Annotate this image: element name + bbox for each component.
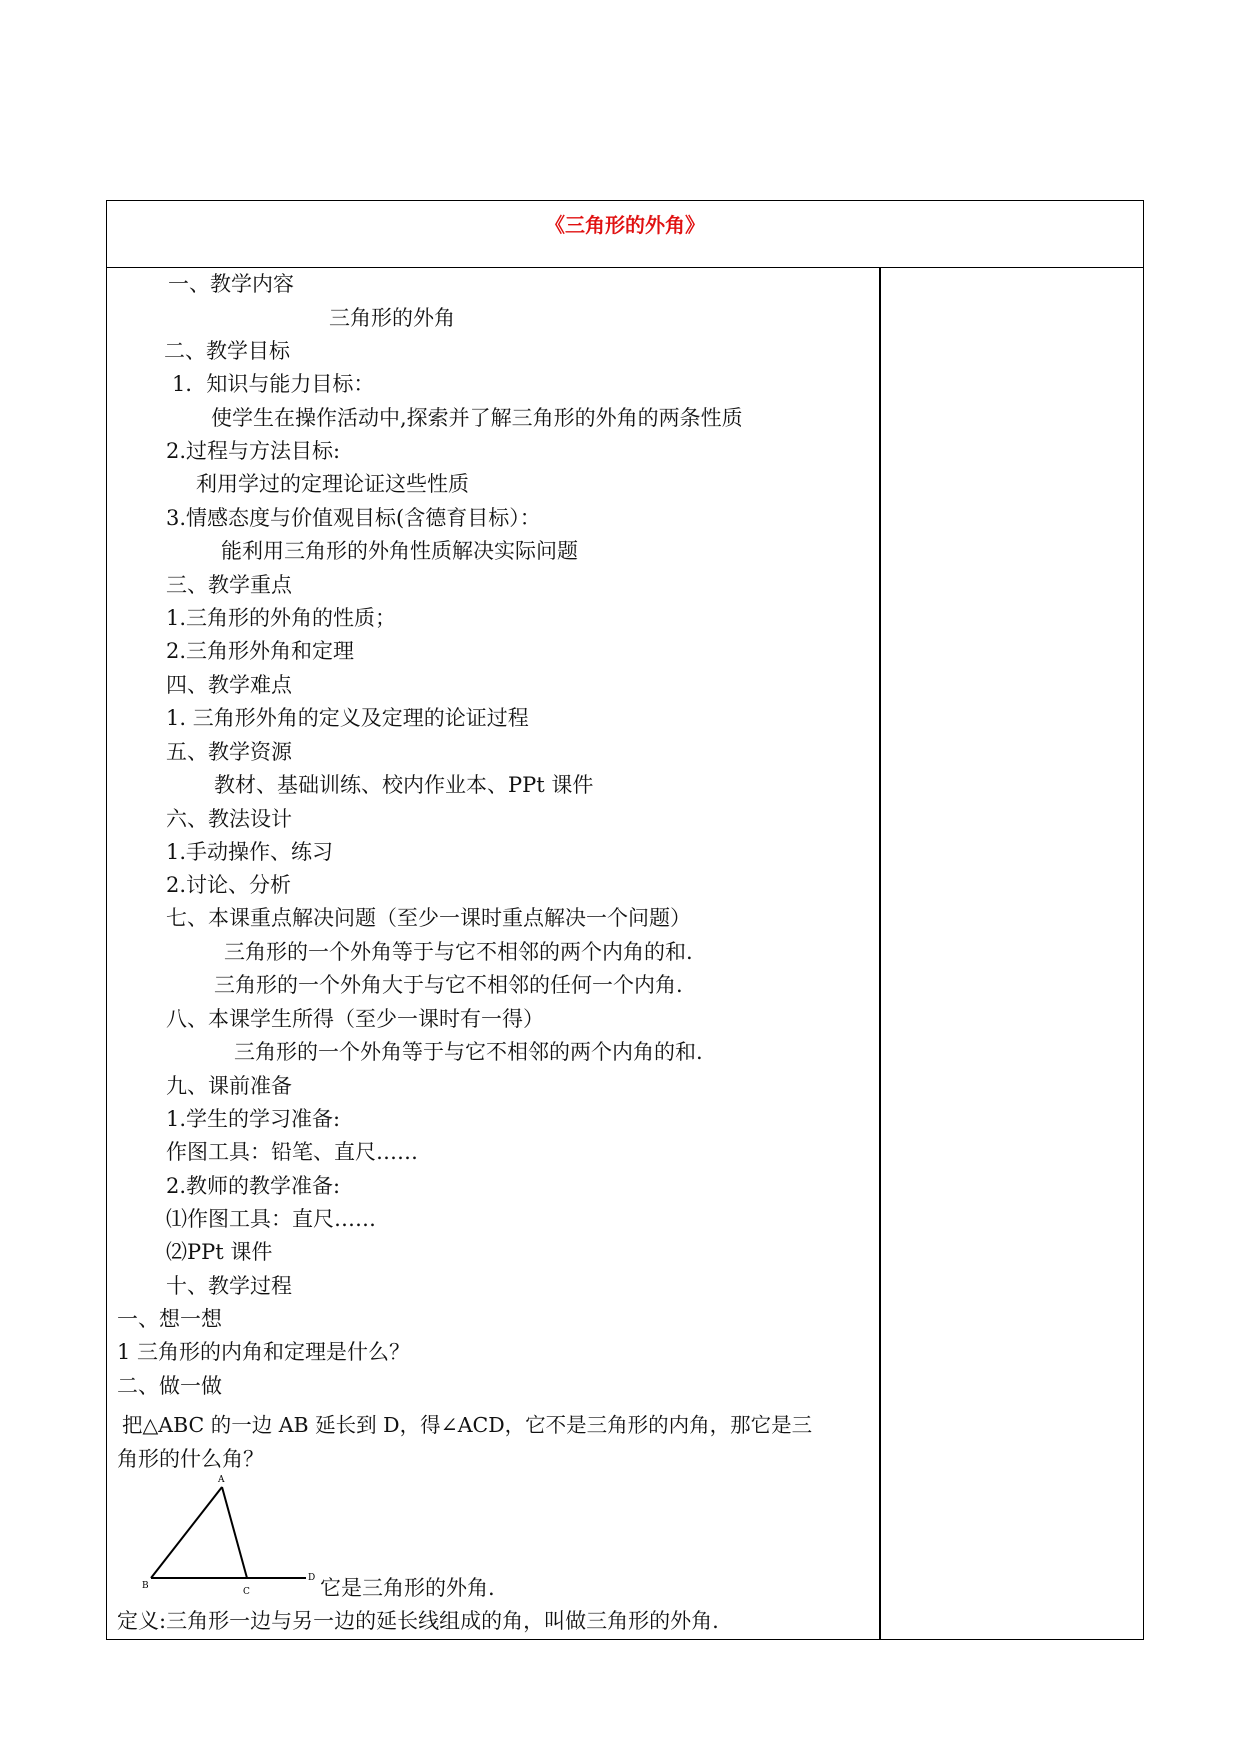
text-line: 四、教学难点 [166,673,292,697]
text-line: 八、本课学生所得（至少一课时有一得） [166,1007,544,1031]
text-line: 2.教师的教学准备: [166,1174,341,1198]
text-line: 1. 三角形外角的定义及定理的论证过程 [166,706,529,730]
label-d: D [308,1573,316,1583]
text-line: 作图工具：铅笔、直尺…… [166,1140,418,1164]
text-line: 能利用三角形的外角性质解决实际问题 [221,539,578,563]
text-line: 1 三角形的内角和定理是什么？ [117,1340,411,1364]
text-line: 2.过程与方法目标: [166,439,341,463]
label-b: B [142,1581,149,1591]
text-line: 1.三角形的外角的性质； [166,606,397,630]
side-ac [222,1487,247,1578]
text-line: 三角形的一个外角大于与它不相邻的任何一个内角. [214,973,683,997]
text-line: 3.情感态度与价值观目标(含德育目标）： [166,506,541,530]
text-line: 九、课前准备 [166,1074,292,1098]
text-line: 2.讨论、分析 [166,873,292,897]
text-line: 它是三角形的外角. [320,1576,495,1600]
text-line: 一、想一想 [117,1307,222,1331]
text-line: 三角形的外角 [329,306,455,330]
text-line: 把△ABC 的一边 AB 延长到 D，得∠ACD，它不是三角形的内角，那它是三 [122,1413,813,1437]
text-line: 1.手动操作、练习 [166,840,334,864]
text-line: 角形的什么角？ [117,1447,264,1471]
label-a: A [218,1475,225,1485]
text-line: 教材、基础训练、校内作业本、PPt 课件 [214,773,594,797]
text-line: 五、教学资源 [166,740,292,764]
side-ab [151,1487,222,1578]
label-c: C [243,1587,250,1597]
column-divider [879,267,881,1640]
text-line: 三角形的一个外角等于与它不相邻的两个内角的和. [234,1040,703,1064]
text-line: 十、教学过程 [166,1274,292,1298]
text-line: 七、本课重点解决问题（至少一课时重点解决一个问题） [166,906,691,930]
text-line: 使学生在操作活动中,探索并了解三角形的外角的两条性质 [211,406,743,430]
text-line: 定义:三角形一边与另一边的延长线组成的角，叫做三角形的外角. [117,1609,719,1633]
text-line: ⑵PPt 课件 [166,1240,273,1264]
text-line: 二、做一做 [117,1374,222,1398]
text-line: 1.学生的学习准备: [166,1107,341,1131]
text-line: 2.三角形外角和定理 [166,639,355,663]
triangle-diagram [140,1472,320,1597]
text-line: 三角形的一个外角等于与它不相邻的两个内角的和. [224,940,693,964]
text-line: 六、教法设计 [166,807,292,831]
text-line: 二、教学目标 [164,339,290,363]
text-line: ⑴作图工具：直尺…… [166,1207,376,1231]
text-line: 1．知识与能力目标： [172,372,375,396]
text-line: 一、教学内容 [168,272,294,296]
title-row [107,201,1143,268]
page-title: 《三角形的外角》 [545,213,705,237]
text-line: 三、教学重点 [166,573,292,597]
text-line: 利用学过的定理论证这些性质 [196,472,469,496]
